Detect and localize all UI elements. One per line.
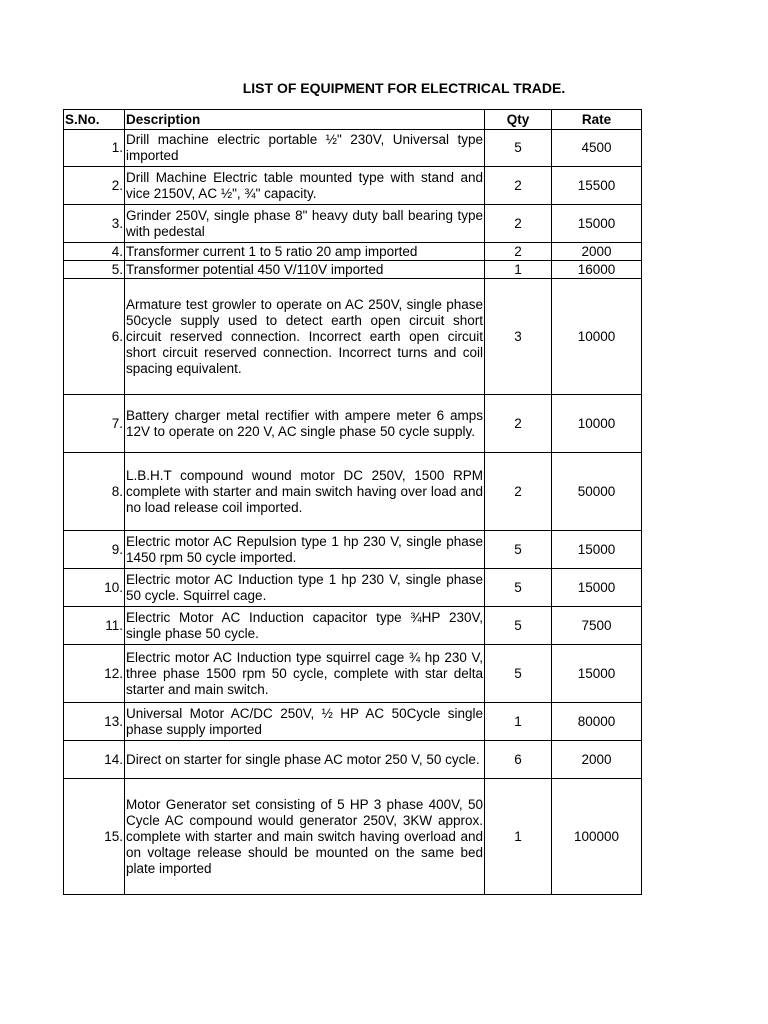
- header-description: Description: [125, 110, 485, 130]
- table-row: [64, 645, 642, 703]
- header-qty: Qty: [485, 110, 552, 130]
- cell-rate: 7500: [552, 607, 642, 645]
- table-row: [64, 261, 642, 279]
- cell-qty: 1: [485, 261, 552, 279]
- cell-rate: 80000: [552, 703, 642, 741]
- table-body: [64, 130, 642, 895]
- cell-description: Drill machine electric portable ½" 230V, Universal type imported: [125, 130, 485, 167]
- cell-rate: 10000: [552, 395, 642, 453]
- table-header-row: [64, 110, 642, 130]
- cell-description: Battery charger metal rectifier with ampere meter 6 amps 12V to operate on 220 V, AC single phase 50 cycle supply.: [125, 395, 485, 453]
- cell-sno: 14.: [64, 741, 125, 779]
- cell-qty: 5: [485, 645, 552, 703]
- cell-rate: 15500: [552, 167, 642, 205]
- table-row: [64, 569, 642, 607]
- cell-qty: 2: [485, 205, 552, 243]
- table-row: [64, 130, 642, 167]
- cell-rate: 2000: [552, 243, 642, 261]
- cell-sno: 9.: [64, 531, 125, 569]
- cell-qty: 2: [485, 395, 552, 453]
- table-row: [64, 531, 642, 569]
- cell-rate: 4500: [552, 130, 642, 167]
- table-row: [64, 279, 642, 395]
- cell-sno: 6.: [64, 279, 125, 395]
- cell-sno: 4.: [64, 243, 125, 261]
- cell-qty: 2: [485, 243, 552, 261]
- cell-qty: 6: [485, 741, 552, 779]
- cell-description: Motor Generator set consisting of 5 HP 3 phase 400V, 50 Cycle AC compound would generator 250V, 3KW approx. complete with starter and main switch having overload and on voltage release should be mounted on the same bed plate imported: [125, 779, 485, 895]
- table-row: [64, 779, 642, 895]
- table-row: [64, 703, 642, 741]
- header-rate: Rate: [552, 110, 642, 130]
- table-row: [64, 243, 642, 261]
- cell-sno: 13.: [64, 703, 125, 741]
- cell-sno: 1.: [64, 130, 125, 167]
- cell-qty: 5: [485, 130, 552, 167]
- table-row: [64, 607, 642, 645]
- cell-qty: 2: [485, 167, 552, 205]
- cell-sno: 12.: [64, 645, 125, 703]
- equipment-table: [63, 109, 642, 895]
- cell-qty: 5: [485, 569, 552, 607]
- cell-description: Direct on starter for single phase AC motor 250 V, 50 cycle.: [125, 741, 485, 779]
- cell-qty: 5: [485, 607, 552, 645]
- document-title: LIST OF EQUIPMENT FOR ELECTRICAL TRADE.: [242, 80, 566, 96]
- cell-rate: 15000: [552, 531, 642, 569]
- cell-qty: 1: [485, 779, 552, 895]
- cell-description: Drill Machine Electric table mounted type with stand and vice 2150V, AC ½", ¾" capacity.: [125, 167, 485, 205]
- cell-rate: 10000: [552, 279, 642, 395]
- cell-description: Armature test growler to operate on AC 250V, single phase 50cycle supply used to detect earth open circuit short circuit reserved connection. Incorrect earth open circuit short circuit reserved connection. Incorrect turns and coil spacing equivalent.: [125, 279, 485, 395]
- cell-qty: 1: [485, 703, 552, 741]
- cell-qty: 3: [485, 279, 552, 395]
- cell-description: Transformer potential 450 V/110V imported: [125, 261, 485, 279]
- cell-rate: 15000: [552, 645, 642, 703]
- cell-sno: 15.: [64, 779, 125, 895]
- cell-description: L.B.H.T compound wound motor DC 250V, 1500 RPM complete with starter and main switch having over load and no load release coil imported.: [125, 453, 485, 531]
- cell-rate: 15000: [552, 569, 642, 607]
- cell-rate: 100000: [552, 779, 642, 895]
- table-row: [64, 167, 642, 205]
- header-sno: S.No.: [64, 110, 125, 130]
- cell-sno: 3.: [64, 205, 125, 243]
- cell-sno: 5.: [64, 261, 125, 279]
- cell-sno: 8.: [64, 453, 125, 531]
- table-row: [64, 741, 642, 779]
- cell-qty: 5: [485, 531, 552, 569]
- cell-description: Transformer current 1 to 5 ratio 20 amp imported: [125, 243, 485, 261]
- cell-qty: 2: [485, 453, 552, 531]
- cell-description: Grinder 250V, single phase 8" heavy duty ball bearing type with pedestal: [125, 205, 485, 243]
- cell-description: Electric motor AC Induction type 1 hp 230 V, single phase 50 cycle. Squirrel cage.: [125, 569, 485, 607]
- cell-rate: 16000: [552, 261, 642, 279]
- cell-description: Electric motor AC Repulsion type 1 hp 230 V, single phase 1450 rpm 50 cycle imported.: [125, 531, 485, 569]
- cell-rate: 50000: [552, 453, 642, 531]
- cell-sno: 10.: [64, 569, 125, 607]
- cell-sno: 11.: [64, 607, 125, 645]
- table-row: [64, 395, 642, 453]
- table-row: [64, 453, 642, 531]
- cell-sno: 2.: [64, 167, 125, 205]
- cell-rate: 2000: [552, 741, 642, 779]
- cell-rate: 15000: [552, 205, 642, 243]
- table-row: [64, 205, 642, 243]
- cell-sno: 7.: [64, 395, 125, 453]
- cell-description: Universal Motor AC/DC 250V, ½ HP AC 50Cycle single phase supply imported: [125, 703, 485, 741]
- cell-description: Electric Motor AC Induction capacitor type ¾HP 230V, single phase 50 cycle.: [125, 607, 485, 645]
- cell-description: Electric motor AC Induction type squirrel cage ¾ hp 230 V, three phase 1500 rpm 50 cycle, complete with star delta starter and main switch.: [125, 645, 485, 703]
